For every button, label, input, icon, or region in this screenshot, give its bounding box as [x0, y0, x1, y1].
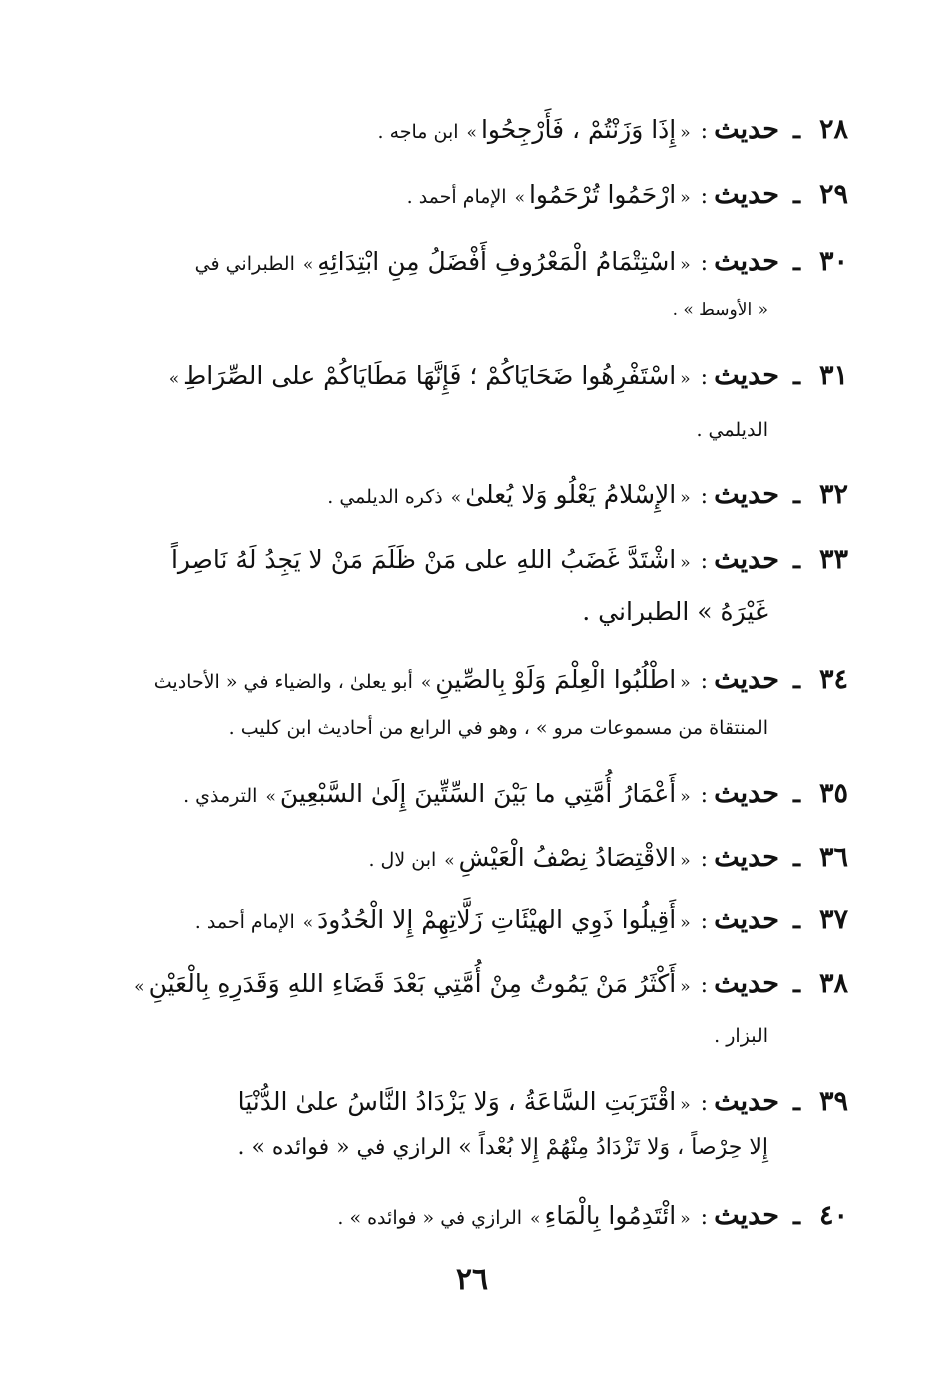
hadith-keyword: حديث	[714, 360, 779, 391]
hadith-source: الرازي في « فوائده » .	[337, 1207, 523, 1229]
hadith-entry-29: ٢٩ـحديث:«ارْحَمُوا تُرْحَمُوا»الإمام أحمد .	[98, 175, 848, 215]
hadith-text: إِذَا وَزَنْتُمْ ، فَأَرْجِحُوا	[480, 115, 677, 144]
entry-continuation: المنتقاة من مسموعات مرو » ، وهو في الرابع من أحاديث ابن كليب .	[228, 717, 768, 739]
hadith-entry-39: ٣٩ـحديث:«اقْتَرَبَتِ السَّاعَةُ ، وَلا يَزْدَادُ النَّاسُ علىٰ الدُّنْيَا إِلا حِرْصاً ، وَلا تَزْدَادُ مِنْهُمْ إِلا بُعْداً » الرازي في « فوائده » .	[98, 1082, 848, 1166]
hadith-entry-37: ٣٧ـحديث:«أَقِيلُوا ذَوِي الهيْئَاتِ زَلَّاتِهِمْ إِلا الْحُدُودَ»الإمام أحمد .	[98, 900, 848, 940]
hadith-keyword: حديث	[714, 479, 779, 510]
entry-number: ٣١	[818, 360, 848, 391]
hadith-entry-36: ٣٦ـحديث:«الاقْتِصَادُ نِصْفُ الْعَيْشِ»ابن لال .	[98, 838, 848, 878]
hadith-text: ارْحَمُوا تُرْحَمُوا	[528, 180, 677, 209]
hadith-keyword: حديث	[714, 904, 779, 935]
hadith-keyword: حديث	[714, 664, 779, 695]
entry-number: ٤٠	[818, 1200, 848, 1231]
hadith-keyword: حديث	[714, 968, 779, 999]
entry-number: ٣٦	[818, 842, 848, 873]
hadith-source: الطبراني في	[194, 253, 295, 275]
hadith-text: أَعْمَارُ أُمَّتِي ما بَيْنَ السِّتِّينَ إِلَىٰ السَّبْعِينَ	[279, 779, 677, 808]
hadith-text: اسْتِتْمَامُ الْمَعْرُوفِ أَفْضَلُ مِنِ ابْتِدَائِهِ	[317, 247, 677, 276]
hadith-entry-38: ٣٨ـحديث:«أَكْثَرُ مَنْ يَمُوتُ مِنْ أُمَّتِي بَعْدَ قَضَاءِ اللهِ وَقَدَرِهِ بِالْعَيْنِ» البزار .	[98, 964, 848, 1054]
hadith-text: ائْتَدِمُوا بِالْمَاءِ	[544, 1201, 677, 1230]
entry-number: ٢٨	[818, 114, 848, 145]
hadith-keyword: حديث	[714, 842, 779, 873]
entry-number: ٣٣	[818, 544, 848, 575]
hadith-entry-35: ٣٥ـحديث:«أَعْمَارُ أُمَّتِي ما بَيْنَ السِّتِّينَ إِلَىٰ السَّبْعِينَ»الترمذي .	[98, 774, 848, 814]
entry-number: ٣٠	[818, 246, 848, 277]
hadith-keyword: حديث	[714, 246, 779, 277]
hadith-source: ابن ماجه .	[377, 121, 459, 143]
hadith-entry-31: ٣١ـحديث:«اسْتَفْرِهُوا ضَحَايَاكُمْ ؛ فَإِنَّهَا مَطَايَاكُمْ على الصِّرَاطِ» الديلمي .	[98, 356, 848, 448]
entry-continuation: غَيْرَهُ » الطبراني .	[582, 597, 768, 626]
entry-number: ٣٧	[818, 904, 848, 935]
hadith-source: الإمام أحمد .	[406, 186, 507, 208]
hadith-text: اشْتَدَّ غَضَبُ اللهِ على مَنْ ظَلَمَ مَنْ لا يَجِدُ لَهُ نَاصِراً	[170, 545, 677, 574]
hadith-entry-32: ٣٢ـحديث:«الإِسْلامُ يَعْلُو وَلا يُعلىٰ»ذكره الديلمي .	[98, 475, 848, 515]
hadith-text: الإِسْلامُ يَعْلُو وَلا يُعلىٰ	[465, 480, 677, 509]
entry-number: ٣٢	[818, 479, 848, 510]
entry-number: ٢٩	[818, 179, 848, 210]
hadith-source: ابن لال .	[368, 849, 437, 871]
hadith-entry-34: ٣٤ـحديث:«اطْلُبُوا الْعِلْمَ وَلَوْ بِالصِّينِ»أبو يعلىٰ ، والضياء في « الأحاديث المنتقاة من مسموعات مرو » ، وهو في الرابع من أحاديث ابن كليب .	[98, 660, 848, 746]
hadith-source: ذكره الديلمي .	[327, 486, 443, 508]
hadith-text: أَكْثَرُ مَنْ يَمُوتُ مِنْ أُمَّتِي بَعْدَ قَضَاءِ اللهِ وَقَدَرِهِ بِالْعَيْنِ	[148, 969, 677, 998]
entry-number: ٣٩	[818, 1086, 848, 1117]
entry-number: ٣٤	[818, 664, 848, 695]
entry-number: ٣٥	[818, 778, 848, 809]
hadith-keyword: حديث	[714, 778, 779, 809]
hadith-text: أَقِيلُوا ذَوِي الهيْئَاتِ زَلَّاتِهِمْ إِلا الْحُدُودَ	[317, 905, 677, 934]
hadith-entry-28: ٢٨ـحديث:«إِذَا وَزَنْتُمْ ، فَأَرْجِحُوا»ابن ماجه .	[98, 110, 848, 150]
hadith-keyword: حديث	[714, 1086, 779, 1117]
entry-continuation: البزار .	[714, 1025, 768, 1047]
hadith-keyword: حديث	[714, 114, 779, 145]
entry-number: ٣٨	[818, 968, 848, 999]
hadith-entry-40: ٤٠ـحديث:«ائْتَدِمُوا بِالْمَاءِ»الرازي في « فوائده » .	[98, 1196, 848, 1236]
hadith-keyword: حديث	[714, 1200, 779, 1231]
hadith-keyword: حديث	[714, 544, 779, 575]
hadith-source: الإمام أحمد .	[194, 911, 295, 933]
hadith-text: اسْتَفْرِهُوا ضَحَايَاكُمْ ؛ فَإِنَّهَا مَطَايَاكُمْ على الصِّرَاطِ	[183, 361, 677, 390]
hadith-text: اقْتَرَبَتِ السَّاعَةُ ، وَلا يَزْدَادُ النَّاسُ علىٰ الدُّنْيَا	[237, 1087, 677, 1116]
hadith-keyword: حديث	[714, 179, 779, 210]
page-number: ٢٦	[455, 1262, 489, 1297]
entry-continuation: الديلمي .	[696, 419, 768, 441]
entry-continuation: إِلا حِرْصاً ، وَلا تَزْدَادُ مِنْهُمْ إِلا بُعْداً » الرازي في « فوائده » .	[237, 1135, 768, 1160]
hadith-entry-33: ٣٣ـحديث:«اشْتَدَّ غَضَبُ اللهِ على مَنْ ظَلَمَ مَنْ لا يَجِدُ لَهُ نَاصِراً غَيْرَهُ » الطبراني .	[98, 540, 848, 630]
entry-continuation: « الأوسط » .	[672, 300, 768, 320]
hadith-text: الاقْتِصَادُ نِصْفُ الْعَيْشِ	[458, 843, 677, 872]
hadith-source: الترمذي .	[183, 785, 258, 807]
hadith-entry-30: ٣٠ـحديث:«اسْتِتْمَامُ الْمَعْرُوفِ أَفْضَلُ مِنِ ابْتِدَائِهِ»الطبراني في « الأوسط » .	[98, 242, 848, 328]
hadith-text: اطْلُبُوا الْعِلْمَ وَلَوْ بِالصِّينِ	[435, 665, 677, 694]
hadith-source: أبو يعلىٰ ، والضياء في « الأحاديث	[153, 671, 413, 693]
